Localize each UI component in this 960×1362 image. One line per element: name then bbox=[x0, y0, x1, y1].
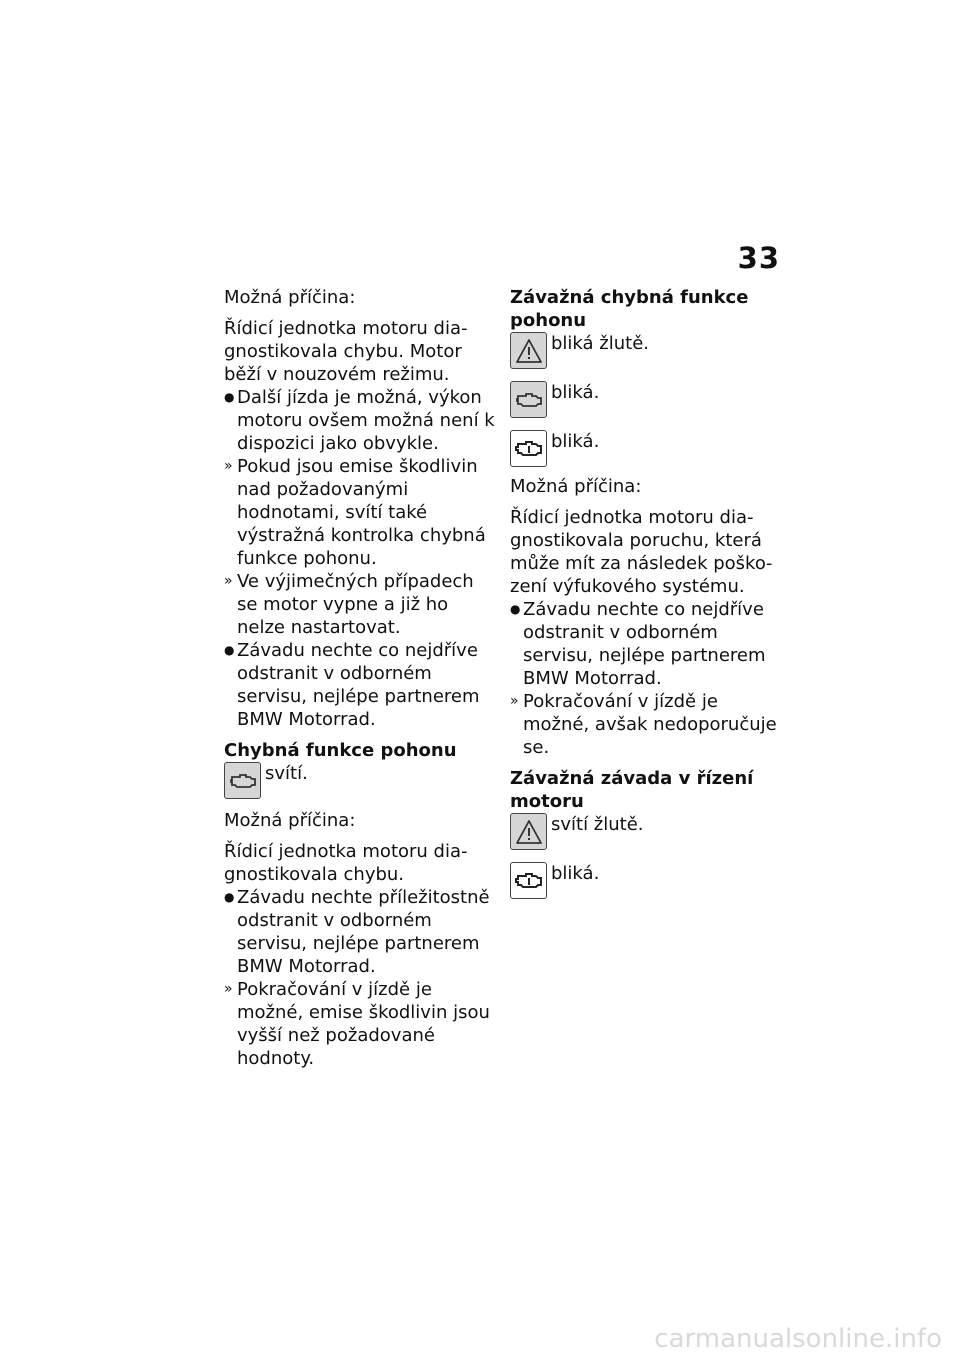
indicator-text: bliká. bbox=[551, 382, 600, 403]
indicator-row bbox=[510, 381, 780, 418]
watermark: carmanualsonline.info bbox=[654, 1324, 942, 1354]
left-column bbox=[224, 286, 496, 1070]
indicator-row bbox=[510, 862, 780, 899]
list-item: » Ve výjimečných případech se motor vypne a již ho nelze nastartovat. bbox=[224, 571, 474, 638]
engine-outline-icon bbox=[510, 430, 547, 467]
list-item: » Pokud jsou emise škodlivin nad požadovanými hodnotami, svítí také výstražná kontrolka chybná funkce pohonu. bbox=[224, 456, 486, 569]
result-arrow-icon: » bbox=[510, 693, 519, 709]
cause-text: Řídicí jednotka motoru diagnostikovala chybu. bbox=[224, 841, 468, 885]
result-arrow-icon: » bbox=[224, 981, 233, 997]
indicator-text: svítí žlutě. bbox=[551, 814, 644, 835]
warning-triangle-icon bbox=[510, 332, 547, 369]
list-item: » Pokračování v jízdě je možné, emise škodlivin jsou vyšší než požadované hodnoty. bbox=[224, 979, 490, 1069]
indicator-row bbox=[510, 332, 780, 369]
bullet-icon: ● bbox=[224, 890, 235, 904]
indicator-text: bliká. bbox=[551, 863, 600, 884]
list-item: ● Závadu nechte co nejdříve odstranit v odborném servisu, nejlépe partnerem BMW Motorrad. bbox=[510, 599, 766, 689]
left-list-1 bbox=[224, 386, 496, 731]
left-list-2 bbox=[224, 886, 496, 1070]
bullet-icon: ● bbox=[224, 643, 235, 657]
cause-label: Možná příčina: bbox=[224, 810, 356, 831]
warning-triangle-icon bbox=[510, 813, 547, 850]
indicator-row bbox=[224, 762, 496, 799]
indicator-text: svítí. bbox=[265, 763, 308, 784]
indicator-text: bliká žlutě. bbox=[551, 333, 649, 354]
list-item: ● Závadu nechte co nejdříve odstranit v odborném servisu, nejlépe partnerem BMW Motorrad. bbox=[224, 640, 480, 730]
indicator-text: bliká. bbox=[551, 431, 600, 452]
indicator-row bbox=[510, 813, 780, 850]
cause-text: Řídicí jednotka motoru diagnostikovala chybu. Motor běží v nouzovém režimu. bbox=[224, 318, 468, 385]
cause-label: Možná příčina: bbox=[224, 287, 356, 308]
cause-label: Možná příčina: bbox=[510, 476, 642, 497]
engine-icon bbox=[510, 381, 547, 418]
list-item: ● Závadu nechte příležitostně odstranit v odborném servisu, nejlépe partnerem BMW Motorrad. bbox=[224, 887, 490, 977]
section-heading: Závažná závada v řízení motoru bbox=[510, 768, 754, 812]
right-list bbox=[510, 598, 780, 759]
bullet-icon: ● bbox=[224, 390, 235, 404]
bullet-icon: ● bbox=[510, 602, 521, 616]
engine-icon bbox=[224, 762, 261, 799]
list-item: ● Další jízda je možná, výkon motoru ovšem možná není k dispozici jako obvykle. bbox=[224, 387, 495, 454]
engine-outline-icon bbox=[510, 862, 547, 899]
list-item: » Pokračování v jízdě je možné, avšak nedoporučuje se. bbox=[510, 691, 777, 758]
result-arrow-icon: » bbox=[224, 458, 233, 474]
right-column bbox=[510, 286, 780, 899]
section-heading: Chybná funkce pohonu bbox=[224, 740, 457, 761]
indicator-row bbox=[510, 430, 780, 467]
section-heading: Závažná chybná funkce pohonu bbox=[510, 287, 749, 331]
cause-text: Řídicí jednotka motoru diagnostikovala poruchu, která může mít za následek poškození výfukového systému. bbox=[510, 507, 773, 597]
page-number: 33 bbox=[737, 241, 780, 275]
result-arrow-icon: » bbox=[224, 573, 233, 589]
